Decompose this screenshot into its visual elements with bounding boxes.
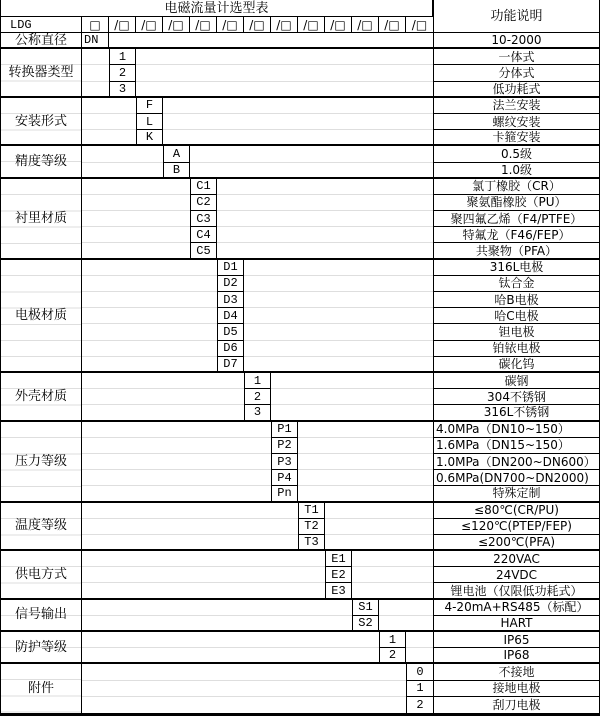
- value-cell-temperature-rating: ≤120℃(PTEP/FEP): [433, 519, 599, 535]
- category-label-nominal-diameter: 公称直径: [1, 33, 82, 49]
- table-title: 电磁流量计选型表: [1, 0, 433, 17]
- model-slot-box: /□: [298, 17, 325, 33]
- code-cell-liner-material: C5: [190, 243, 217, 259]
- model-slot-box: /□: [325, 17, 352, 33]
- value-cell-temperature-rating: ≤80℃(CR/PU): [433, 503, 599, 519]
- code-cell-housing-material: 1: [244, 373, 271, 389]
- spacer-cell: [82, 664, 406, 680]
- value-cell-housing-material: 316L不锈钢: [433, 405, 599, 421]
- spacer-cell: [82, 98, 136, 114]
- spacer-cell: [298, 470, 433, 486]
- spacer-cell: [82, 243, 190, 259]
- spacer-cell: [82, 130, 136, 146]
- value-cell-converter-type: 一体式: [433, 49, 599, 65]
- code-cell-accessories: 1: [406, 681, 433, 697]
- spacer-cell: [82, 535, 298, 551]
- category-label-power-supply: 供电方式: [1, 551, 82, 600]
- code-cell-liner-material: C1: [190, 179, 217, 195]
- category-label-converter-type: 转换器类型: [1, 49, 82, 98]
- code-cell-pressure-rating: P3: [271, 454, 298, 470]
- code-cell-converter-type: 3: [109, 82, 136, 98]
- spacer-cell: [325, 503, 433, 519]
- value-cell-accuracy-class: 0.5级: [433, 146, 599, 162]
- spacer-cell: [298, 438, 433, 454]
- spacer-cell: [271, 389, 433, 405]
- spacer-cell: [82, 179, 190, 195]
- spacer-cell: [352, 567, 433, 583]
- spacer-cell: [136, 82, 433, 98]
- value-cell-pressure-rating: 0.6MPa(DN700~DN2000): [433, 470, 599, 486]
- value-cell-pressure-rating: 1.6MPa（DN15~150）: [433, 438, 599, 454]
- code-cell-protection-rating: 2: [379, 648, 406, 664]
- code-cell-housing-material: 3: [244, 405, 271, 421]
- value-cell-pressure-rating: 1.0MPa（DN200~DN600）: [433, 454, 599, 470]
- code-cell-electrode-material: D1: [217, 260, 244, 276]
- spacer-cell: [244, 276, 433, 292]
- spacer-cell: [82, 616, 352, 632]
- code-cell-housing-material: 2: [244, 389, 271, 405]
- spacer-cell: [82, 292, 217, 308]
- value-cell-housing-material: 碳钢: [433, 373, 599, 389]
- spacer-cell: [82, 600, 352, 616]
- spacer-cell: [217, 211, 433, 227]
- value-cell-electrode-material: 钽电极: [433, 324, 599, 340]
- spacer-cell: [82, 260, 217, 276]
- code-cell-pressure-rating: P4: [271, 470, 298, 486]
- value-cell-protection-rating: IP65: [433, 632, 599, 648]
- spacer-cell: [82, 357, 217, 373]
- spacer-cell: [190, 163, 433, 179]
- code-cell-accuracy-class: B: [163, 163, 190, 179]
- value-cell-electrode-material: 哈C电极: [433, 308, 599, 324]
- spacer-cell: [82, 632, 379, 648]
- code-cell-accessories: 2: [406, 697, 433, 713]
- code-cell-pressure-rating: P1: [271, 422, 298, 438]
- code-cell-converter-type: 2: [109, 65, 136, 81]
- spacer-cell: [325, 535, 433, 551]
- value-cell-liner-material: 聚四氟乙烯（F4/PTFE）: [433, 211, 599, 227]
- code-cell-temperature-rating: T1: [298, 503, 325, 519]
- code-cell-installation-type: L: [136, 114, 163, 130]
- category-label-pressure-rating: 压力等级: [1, 422, 82, 503]
- value-cell-power-supply: 锂电池（仅限低功耗式）: [433, 583, 599, 599]
- code-cell-converter-type: 1: [109, 49, 136, 65]
- code-cell-liner-material: C3: [190, 211, 217, 227]
- code-cell-electrode-material: D5: [217, 324, 244, 340]
- spacer-cell: [82, 227, 190, 243]
- value-cell-electrode-material: 316L电极: [433, 260, 599, 276]
- spacer-cell: [352, 583, 433, 599]
- spacer-cell: [82, 65, 109, 81]
- value-cell-nominal-diameter: 10-2000: [433, 33, 599, 49]
- value-cell-pressure-rating: 特殊定制: [433, 486, 599, 502]
- spacer-cell: [82, 49, 109, 65]
- spacer-cell: [82, 308, 217, 324]
- spacer-cell: [82, 163, 163, 179]
- model-slot-box: /□: [379, 17, 406, 33]
- model-slot-box: /□: [406, 17, 433, 33]
- value-cell-liner-material: 共聚物（PFA）: [433, 243, 599, 259]
- spacer-cell: [82, 519, 298, 535]
- code-cell-temperature-rating: T3: [298, 535, 325, 551]
- spacer-cell: [217, 227, 433, 243]
- code-cell-pressure-rating: Pn: [271, 486, 298, 502]
- code-cell-nominal-diameter: DN: [82, 33, 109, 49]
- spacer-cell: [190, 146, 433, 162]
- code-cell-signal-output: S2: [352, 616, 379, 632]
- category-label-electrode-material: 电极材质: [1, 260, 82, 373]
- value-cell-installation-type: 卡箍安装: [433, 130, 599, 146]
- code-cell-liner-material: C4: [190, 227, 217, 243]
- value-cell-installation-type: 法兰安装: [433, 98, 599, 114]
- spacer-cell: [82, 583, 325, 599]
- spacer-cell: [82, 373, 244, 389]
- model-slot-box: /□: [109, 17, 136, 33]
- spacer-cell: [82, 324, 217, 340]
- spacer-cell: [82, 211, 190, 227]
- value-cell-protection-rating: IP68: [433, 648, 599, 664]
- value-cell-installation-type: 螺纹安装: [433, 114, 599, 130]
- spacer-cell: [298, 422, 433, 438]
- spacer-cell: [82, 681, 406, 697]
- value-cell-converter-type: 分体式: [433, 65, 599, 81]
- spacer-cell: [136, 49, 433, 65]
- category-label-liner-material: 衬里材质: [1, 179, 82, 260]
- spacer-cell: [82, 454, 271, 470]
- value-cell-power-supply: 220VAC: [433, 551, 599, 567]
- spacer-cell: [163, 114, 433, 130]
- value-cell-accessories: 不接地: [433, 664, 599, 680]
- spacer-cell: [82, 551, 325, 567]
- spacer-cell: [82, 276, 217, 292]
- spacer-cell: [82, 697, 406, 713]
- category-label-accuracy-class: 精度等级: [1, 146, 82, 178]
- spacer-cell: [244, 357, 433, 373]
- value-cell-housing-material: 304不锈钢: [433, 389, 599, 405]
- model-code-box: □: [82, 17, 109, 33]
- code-cell-temperature-rating: T2: [298, 519, 325, 535]
- spacer-cell: [163, 130, 433, 146]
- code-cell-signal-output: S1: [352, 600, 379, 616]
- spacer-cell: [217, 179, 433, 195]
- code-cell-protection-rating: 1: [379, 632, 406, 648]
- code-cell-electrode-material: D3: [217, 292, 244, 308]
- model-slot-box: /□: [136, 17, 163, 33]
- value-cell-electrode-material: 哈B电极: [433, 292, 599, 308]
- spacer-cell: [82, 146, 163, 162]
- spacer-cell: [379, 600, 433, 616]
- code-cell-accuracy-class: A: [163, 146, 190, 162]
- spacer-cell: [406, 632, 433, 648]
- spacer-cell: [82, 389, 244, 405]
- model-slot-box: /□: [190, 17, 217, 33]
- spacer-cell: [271, 405, 433, 421]
- spacer-cell: [244, 292, 433, 308]
- value-cell-pressure-rating: 4.0MPa（DN10~150）: [433, 422, 599, 438]
- model-slot-box: /□: [352, 17, 379, 33]
- spacer-cell: [82, 82, 109, 98]
- model-prefix: LDG: [1, 17, 82, 33]
- spacer-cell: [244, 324, 433, 340]
- value-cell-converter-type: 低功耗式: [433, 82, 599, 98]
- spacer-cell: [82, 195, 190, 211]
- spacer-cell: [82, 114, 136, 130]
- code-cell-electrode-material: D2: [217, 276, 244, 292]
- code-cell-power-supply: E2: [325, 567, 352, 583]
- code-cell-electrode-material: D6: [217, 341, 244, 357]
- value-cell-signal-output: HART: [433, 616, 599, 632]
- function-column-header: 功能说明: [433, 0, 599, 33]
- value-cell-accuracy-class: 1.0级: [433, 163, 599, 179]
- value-cell-accessories: 接地电极: [433, 681, 599, 697]
- value-cell-signal-output: 4-20mA+RS485（标配）: [433, 600, 599, 616]
- category-label-signal-output: 信号输出: [1, 600, 82, 632]
- value-cell-liner-material: 特氟龙（F46/FEP）: [433, 227, 599, 243]
- model-slot-box: /□: [271, 17, 298, 33]
- spacer-cell: [82, 567, 325, 583]
- code-cell-installation-type: K: [136, 130, 163, 146]
- spacer-cell: [352, 551, 433, 567]
- spacer-cell: [244, 341, 433, 357]
- spacer-cell: [82, 422, 271, 438]
- category-label-installation-type: 安装形式: [1, 98, 82, 147]
- spacer-cell: [82, 438, 271, 454]
- spacer-cell: [379, 616, 433, 632]
- model-slot-box: /□: [163, 17, 190, 33]
- code-cell-pressure-rating: P2: [271, 438, 298, 454]
- value-cell-electrode-material: 碳化钨: [433, 357, 599, 373]
- value-cell-liner-material: 氯丁橡胶（CR）: [433, 179, 599, 195]
- spacer-cell: [82, 486, 271, 502]
- spacer-cell: [298, 454, 433, 470]
- spacer-cell: [163, 98, 433, 114]
- code-cell-liner-material: C2: [190, 195, 217, 211]
- category-label-protection-rating: 防护等级: [1, 632, 82, 664]
- spacer-cell: [82, 341, 217, 357]
- code-cell-accessories: 0: [406, 664, 433, 680]
- spacer-cell: [136, 65, 433, 81]
- spacer-cell: [217, 243, 433, 259]
- spacer-cell: [82, 648, 379, 664]
- spacer-cell: [109, 33, 433, 49]
- spacer-cell: [82, 503, 298, 519]
- category-label-temperature-rating: 温度等级: [1, 503, 82, 552]
- category-label-housing-material: 外壳材质: [1, 373, 82, 422]
- spacer-cell: [298, 486, 433, 502]
- spacer-cell: [82, 405, 244, 421]
- code-cell-electrode-material: D4: [217, 308, 244, 324]
- value-cell-electrode-material: 铂铱电极: [433, 341, 599, 357]
- value-cell-electrode-material: 钛合金: [433, 276, 599, 292]
- code-cell-electrode-material: D7: [217, 357, 244, 373]
- category-label-accessories: 附件: [1, 664, 82, 713]
- model-slot-box: /□: [217, 17, 244, 33]
- value-cell-accessories: 刮刀电极: [433, 697, 599, 713]
- value-cell-power-supply: 24VDC: [433, 567, 599, 583]
- value-cell-temperature-rating: ≤200℃(PFA): [433, 535, 599, 551]
- value-cell-liner-material: 聚氨酯橡胶（PU）: [433, 195, 599, 211]
- spacer-cell: [244, 308, 433, 324]
- spacer-cell: [82, 470, 271, 486]
- spacer-cell: [325, 519, 433, 535]
- spacer-cell: [244, 260, 433, 276]
- code-cell-power-supply: E3: [325, 583, 352, 599]
- model-slot-box: /□: [244, 17, 271, 33]
- spacer-cell: [406, 648, 433, 664]
- code-cell-installation-type: F: [136, 98, 163, 114]
- spacer-cell: [271, 373, 433, 389]
- code-cell-power-supply: E1: [325, 551, 352, 567]
- spacer-cell: [217, 195, 433, 211]
